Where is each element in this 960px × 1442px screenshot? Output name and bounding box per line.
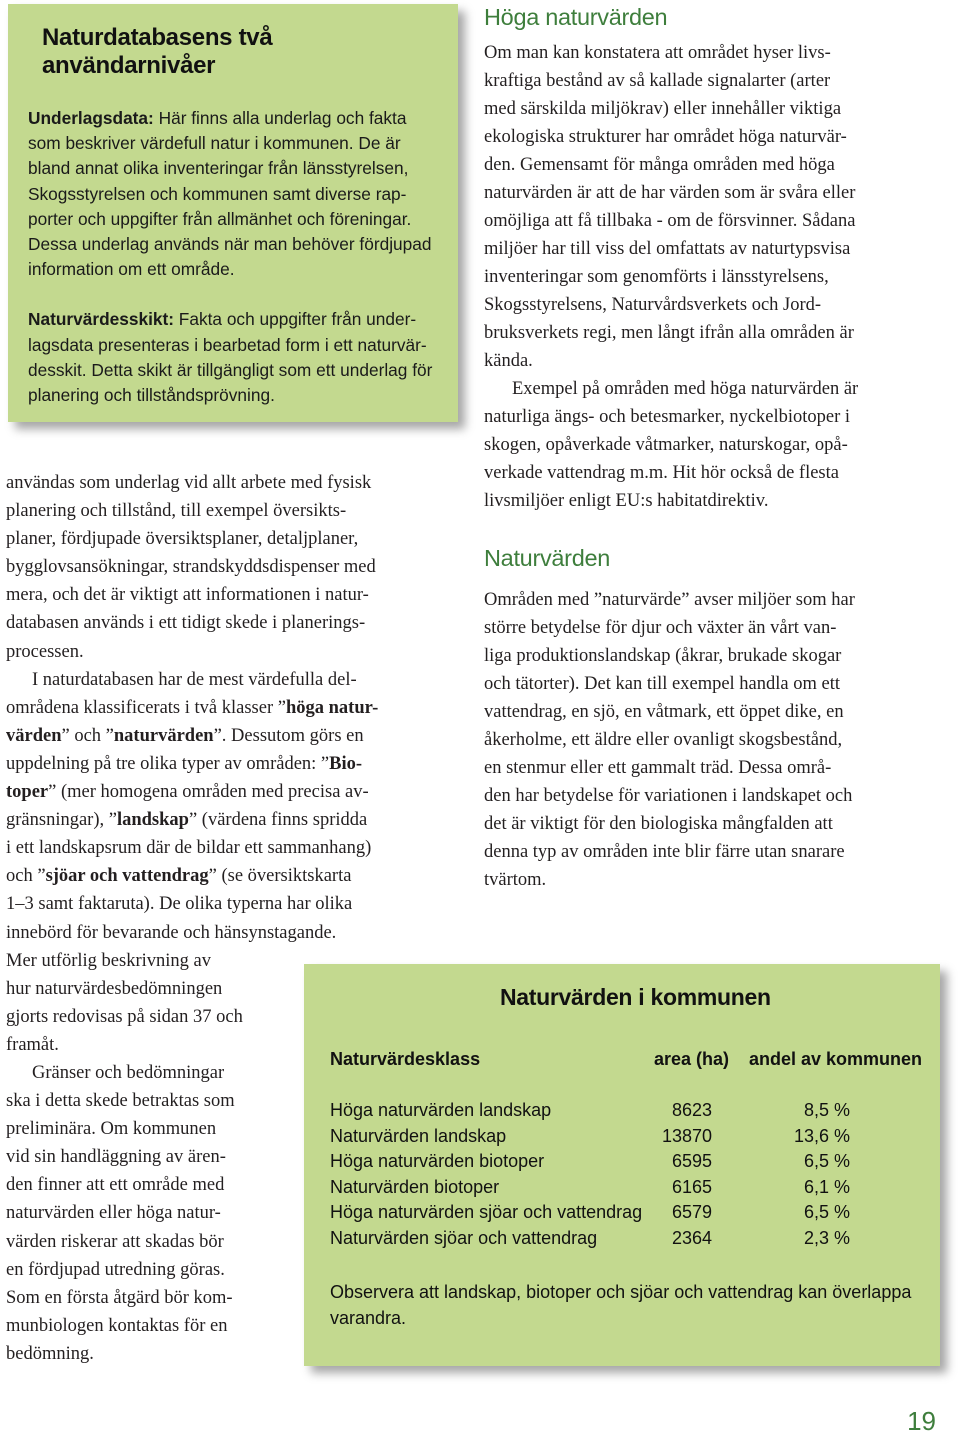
text-line: preliminära. Om kommunen — [6, 1119, 217, 1140]
text-line: den. Gemensamt för många områden med höga — [484, 155, 835, 175]
text-line: värden riskerar att skadas bör — [6, 1231, 224, 1252]
text-line: med särskilda miljökrav) eller innehåller viktiga — [484, 99, 842, 119]
underlag-line: porter och uppgifter från allmänhet och föreningar. — [28, 208, 412, 229]
bold-term: Bio- — [329, 753, 363, 774]
text-line: uppdelning på tre olika typer av områden: ” — [6, 753, 330, 774]
text-line: livsmiljöer enligt EU:s habitatdirektiv. — [484, 491, 769, 511]
text-line: framåt. — [6, 1034, 59, 1055]
skikt-line: lagsdata presenteras i bearbetad form i ett naturvär- — [28, 334, 427, 355]
text-line: den finner att ett område med — [6, 1175, 225, 1196]
bold-term: sjöar och vattendrag — [45, 866, 209, 887]
text-line: vid sin handläggning av ären- — [6, 1147, 226, 1168]
table-title: Naturvärden i kommunen — [500, 984, 771, 1010]
text-line: processen. — [6, 641, 84, 662]
text-line: bygglovsansökningar, strandskyddsdispenser med — [6, 557, 376, 578]
text-line: ” (mer homogena områden med precisa av- — [48, 782, 369, 803]
text-line: gränsningar), ” — [6, 810, 117, 831]
cell-share: 13,6 % — [793, 1126, 850, 1146]
text-line: ”. Dessutom görs en — [213, 725, 364, 746]
text-line: verkade vattendrag m.m. Hit hör också de flesta — [484, 463, 839, 483]
body-paragraph-3 — [6, 1059, 291, 1368]
header-class: Naturvärdesklass — [330, 1049, 481, 1069]
text-line: åkerholme, ett äldre eller ovanligt skogsbestånd, — [484, 730, 843, 750]
skikt-term: Naturvärdesskikt: — [28, 309, 174, 330]
skikt-line: Fakta och uppgifter från under- — [174, 309, 417, 330]
text-line: det är viktigt för den biologiska mångfalden att — [484, 814, 833, 834]
body-paragraph-1 — [6, 469, 454, 666]
body-paragraph-2-cont — [6, 947, 291, 1059]
page-number: 19 — [907, 1406, 936, 1436]
bold-term: naturvärden — [113, 725, 214, 746]
header-share: andel av kommunen — [749, 1049, 923, 1069]
cell-class: Naturvärden landskap — [330, 1126, 507, 1146]
text-line: naturvärden är att de har värden som är svåra eller — [484, 183, 856, 203]
text-line: Om man kan konstatera att området hyser livs- — [484, 43, 831, 63]
text-line: ska i detta skede betraktas som — [6, 1091, 235, 1112]
text-line: mera, och det är viktigt att informationen i natur- — [6, 585, 369, 606]
header-area: area (ha) — [654, 1049, 730, 1069]
cell-class: Höga naturvärden sjöar och vattendrag — [330, 1202, 643, 1222]
text-line: inventeringar som genomförts i länsstyrelsens, — [484, 267, 829, 287]
text-line: databasen används i ett tidigt skede i planerings- — [6, 613, 366, 634]
underlag-term: Underlagsdata: — [28, 108, 154, 128]
text-line: I naturdatabasen har de mest värdefulla del- — [32, 669, 357, 690]
text-line: större betydelse för djur och växter än vårt van- — [484, 618, 837, 638]
text-line: ” (värdena finns spridda — [188, 810, 368, 831]
cell-area: 8623 — [671, 1100, 712, 1120]
underlag-line: Dessa underlag används när man behöver fördjupad — [28, 234, 432, 255]
text-line: ” och ” — [61, 725, 114, 746]
text-line: tvärtom. — [484, 870, 547, 890]
cell-class: Naturvärden sjöar och vattendrag — [330, 1228, 598, 1248]
text-line: kända. — [484, 351, 533, 371]
text-line: Observera att landskap, biotoper och sjöar och vattendrag kan överlappa — [330, 1282, 912, 1302]
heading-hoga-naturvarden: Höga naturvärden — [484, 4, 668, 30]
skikt-line: planering och tillståndsprövning. — [28, 385, 275, 406]
cell-area: 6165 — [671, 1177, 712, 1197]
body-paragraph-2 — [6, 666, 454, 947]
text-line: planering och tillstånd, till exempel översikts- — [6, 501, 347, 522]
text-line: bedömning. — [6, 1343, 94, 1364]
cell-area: 13870 — [661, 1126, 712, 1146]
user-levels-title: Naturdatabasens två användarnivåer — [42, 24, 273, 79]
text-line: ” (se översiktskarta — [208, 866, 352, 887]
text-line: omöjliga att få tillbaka - om de försvinner. Sådana — [484, 211, 856, 231]
text-line: ekologiska strukturer har området höga naturvär- — [484, 127, 847, 147]
underlag-paragraph — [28, 106, 438, 282]
cell-class: Höga naturvärden biotoper — [330, 1151, 545, 1171]
underlag-line: Här finns alla underlag och fakta — [153, 108, 407, 128]
cell-share: 6,5 % — [803, 1202, 850, 1222]
text-line: vattendrag, en sjö, en våtmark, ett öppet dike, en — [484, 702, 844, 722]
cell-share: 6,1 % — [803, 1177, 850, 1197]
text-line: 1–3 samt faktaruta). De olika typerna har olika — [6, 894, 353, 915]
text-line: planer, fördjupade översiktsplaner, detaljplaner, — [6, 529, 359, 550]
text-line: Exempel på områden med höga naturvärden är — [512, 379, 859, 399]
underlag-line: bland annat olika inventeringar från länsstyrelsen, — [28, 158, 409, 179]
bold-term: värden — [6, 725, 62, 746]
text-line: naturliga ängs- och betesmarker, nyckelbiotoper i — [484, 407, 851, 427]
text-line: en stenmur eller ett gammalt träd. Dessa områ- — [484, 758, 832, 778]
bold-term: toper — [6, 782, 49, 803]
text-line: liga produktionslandskap (åkrar, brukade skogar — [484, 646, 842, 666]
hoga-paragraph-2 — [484, 375, 942, 515]
text-line: naturvärden eller höga natur- — [6, 1203, 221, 1224]
bold-term: höga natur- — [285, 697, 379, 718]
text-line: och ” — [6, 866, 46, 887]
text-line: varandra. — [330, 1308, 407, 1328]
cell-area: 6579 — [671, 1202, 712, 1222]
user-levels-box — [8, 4, 458, 422]
table-note — [330, 1279, 920, 1331]
text-line: den har betydelse för variationen i landskapet och — [484, 786, 853, 806]
skikt-line: desskit. Detta skikt är tillgängligt som ett underlag för — [28, 359, 433, 380]
bold-term: landskap — [116, 810, 189, 831]
cell-class: Naturvärden biotoper — [330, 1177, 500, 1197]
right-column — [484, 0, 942, 894]
cell-area: 6595 — [671, 1151, 712, 1171]
hoga-paragraph-1 — [484, 39, 942, 375]
cell-area: 2364 — [671, 1228, 712, 1248]
text-line: denna typ av områden inte blir färre utan snarare — [484, 842, 845, 862]
text-line: Skogsstyrelsens, Naturvårdsverkets och Jord- — [484, 295, 822, 315]
text-line: miljöer har till viss del omfattats av naturtypsvisa — [484, 239, 851, 259]
text-line: och tätorter). Det kan till exempel handla om ett — [484, 674, 840, 694]
underlag-line: som beskriver värdefull natur i kommunen. De är — [28, 133, 401, 154]
naturvarden-paragraph — [484, 586, 942, 894]
text-line: användas som underlag vid allt arbete med fysisk — [6, 473, 372, 493]
text-line: kraftiga bestånd av så kallade signalarter (arter — [484, 71, 831, 91]
heading-naturvarden: Naturvärden — [484, 545, 611, 571]
text-line: hur naturvärdesbedömningen — [6, 978, 223, 999]
text-line: en fördjupad utredning göras. — [6, 1259, 225, 1280]
text-line: Mer utförlig beskrivning av — [6, 950, 211, 971]
text-line: innebörd för bevarande och hänsynstagande. — [6, 922, 337, 943]
naturvarden-table-box — [304, 964, 940, 1366]
underlag-line: Skogsstyrelsen och kommunen samt diverse rap- — [28, 183, 407, 204]
text-line: munbiologen kontaktas för en — [6, 1315, 228, 1336]
text-line: områdena klassificerats i två klasser ” — [6, 697, 286, 718]
text-line: bruksverkets regi, men långt ifrån alla områden är — [484, 323, 854, 343]
skikt-paragraph — [28, 307, 438, 408]
underlag-line: information om ett område. — [28, 259, 235, 280]
cell-share: 6,5 % — [803, 1151, 850, 1171]
text-line: i ett landskapsrum där de bildar ett sammanhang) — [6, 838, 372, 859]
cell-share: 2,3 % — [803, 1228, 850, 1248]
text-line: gjorts redovisas på sidan 37 och — [6, 1006, 243, 1027]
text-line: Som en första åtgärd bör kom- — [6, 1287, 233, 1308]
text-line: skogen, opåverkade våtmarker, naturskogar, opå- — [484, 435, 848, 455]
cell-share: 8,5 % — [803, 1100, 850, 1120]
text-line: Områden med ”naturvärde” avser miljöer som har — [484, 590, 855, 610]
cell-class: Höga naturvärden landskap — [330, 1100, 552, 1120]
text-line: Gränser och bedömningar — [32, 1062, 225, 1083]
